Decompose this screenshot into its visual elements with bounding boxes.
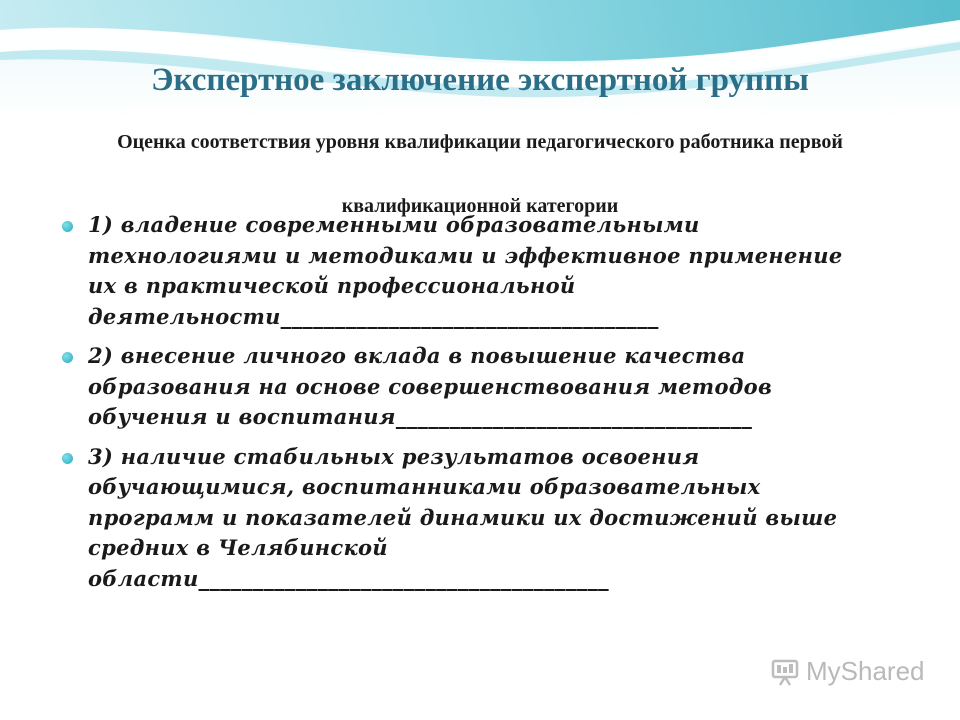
list-item-text: 3) наличие стабильных результатов освоения обучающимися, воспитанниками образовательных программ и показателей динамики их достижений выше средних в Челябинской области______________________________________ xyxy=(88,443,838,591)
bullet-icon xyxy=(62,221,73,232)
list-item xyxy=(62,210,862,332)
list-item xyxy=(62,341,862,433)
header-wave-decoration xyxy=(0,0,960,120)
watermark xyxy=(770,656,925,687)
list-item xyxy=(62,442,862,595)
watermark-text: MyShared xyxy=(806,656,925,686)
presentation-board-icon xyxy=(770,657,800,687)
slide-title: Экспертное заключение экспертной группы xyxy=(151,62,809,98)
bullet-icon xyxy=(62,453,73,464)
criteria-list xyxy=(62,210,862,603)
slide-subtitle: Оценка соответствия уровня квалификации педагогического работника первой квалификационной категории xyxy=(117,131,843,217)
list-item-text: 1) владение современными образовательными технологиями и методиками и эффективное применение их в практической профессиональной деятельности___________________________________ xyxy=(88,212,843,329)
list-item-text: 2) внесение личного вклада в повышение качества образования на основе совершенствования методов обучения и воспитания_________________________________ xyxy=(88,343,773,429)
bullet-icon xyxy=(62,352,73,363)
